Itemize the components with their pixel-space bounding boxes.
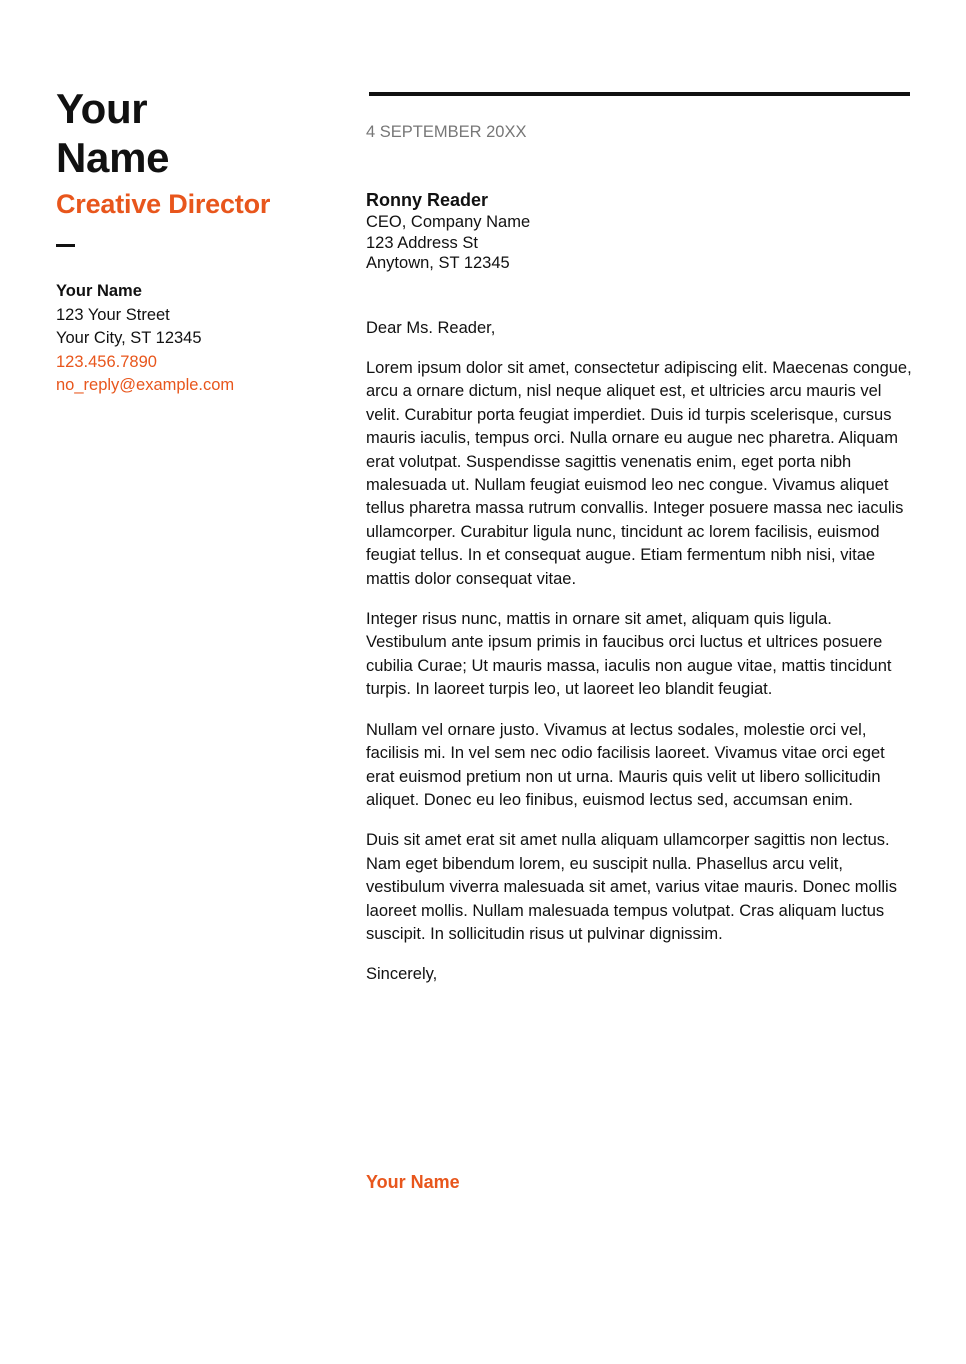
recipient-title-line: CEO, Company Name	[366, 213, 531, 231]
sender-first-name: Your	[56, 85, 148, 132]
letter-date: 4 SEPTEMBER 20XX	[366, 123, 527, 141]
body-paragraph-3: Nullam vel ornare justo. Vivamus at lectus sodales, molestie orci vel, facilisis mi. In vel sem nec odio facilisis laoreet. Vivamus vitae orci eget erat euismod pretium non ut urna. Mauris quis velit ut libero sollicitudin aliquet. Donec eu leo finibus, euismod lectus sed, accumsan enim.	[366, 720, 885, 809]
body-paragraph-1: Lorem ipsum dolor sit amet, consectetur adipiscing elit. Maecenas congue, arcu a ornare dictum, nisl neque aliquet est, et ultricies arcu mauris vel velit. Curabitur porta feugiat imperdiet. Duis id turpis scelerisque, cursus mauris iaculis, tempus orci. Nulla ornare eu augue nec pharetra. Aliquam erat volutpat. Suspendisse sagittis venenatis enim, eget porta nibh malesuada ut. Nullam feugiat euismod leo nec congue. Vivamus aliquet tellus pharetra massa rutrum convallis. Integer posuere massa nec iaculis ullamcorper. Curabitur ligula nunc, tincidunt ac lorem facilisis, euismod feugiat tellus. In et consequat augue. Etiam fermentum nibh nisi, vitae mattis dolor consequat vitae.	[366, 359, 912, 588]
body-paragraph-2: Integer risus nunc, mattis in ornare sit amet, aliquam quis ligula. Vestibulum ante ipsum primis in faucibus orci luctus et ultrices posuere cubilia Curae; Ut mauris massa, iaculis non augue vitae, mattis tincidunt turpis. In laoreet turpis leo, ut laoreet leo blandit feugiat.	[366, 610, 892, 699]
recipient-name: Ronny Reader	[366, 190, 489, 210]
sender-name-heading	[56, 84, 336, 182]
recipient-city-line: Anytown, ST 12345	[366, 254, 510, 272]
recipient-block	[366, 188, 912, 274]
salutation: Dear Ms. Reader,	[366, 318, 496, 337]
body-paragraph-4: Duis sit amet erat sit amet nulla aliquam ullamcorper sagittis non lectus. Nam eget bibendum lorem, eu suscipit nulla. Phasellus arcu velit, vestibulum viverra malesuada sit amet, varius vitae mauris. Donec mollis laoreet mollis. Nullam malesuada tempus volutpat. Cras aliquam luctus suscipit. In sollicitudin risus ut pulvinar dignissim.	[366, 831, 897, 943]
header-rule	[369, 92, 910, 96]
sender-email: no_reply@example.com	[56, 376, 235, 394]
closing: Sincerely,	[366, 965, 438, 984]
sender-phone: 123.456.7890	[56, 352, 157, 371]
sender-contact-block	[56, 280, 336, 398]
sender-last-name: Name	[56, 134, 170, 181]
signature-name: Your Name	[366, 1172, 460, 1192]
letter-body	[366, 92, 912, 987]
recipient-address-line: 123 Address St	[366, 233, 478, 252]
sender-contact-name: Your Name	[56, 282, 142, 300]
sender-city-line: Your City, ST 12345	[56, 329, 202, 347]
sender-street: 123 Your Street	[56, 305, 170, 324]
title-divider	[56, 244, 75, 247]
sender-job-title: Creative Director	[56, 189, 271, 219]
sender-sidebar	[56, 84, 336, 398]
